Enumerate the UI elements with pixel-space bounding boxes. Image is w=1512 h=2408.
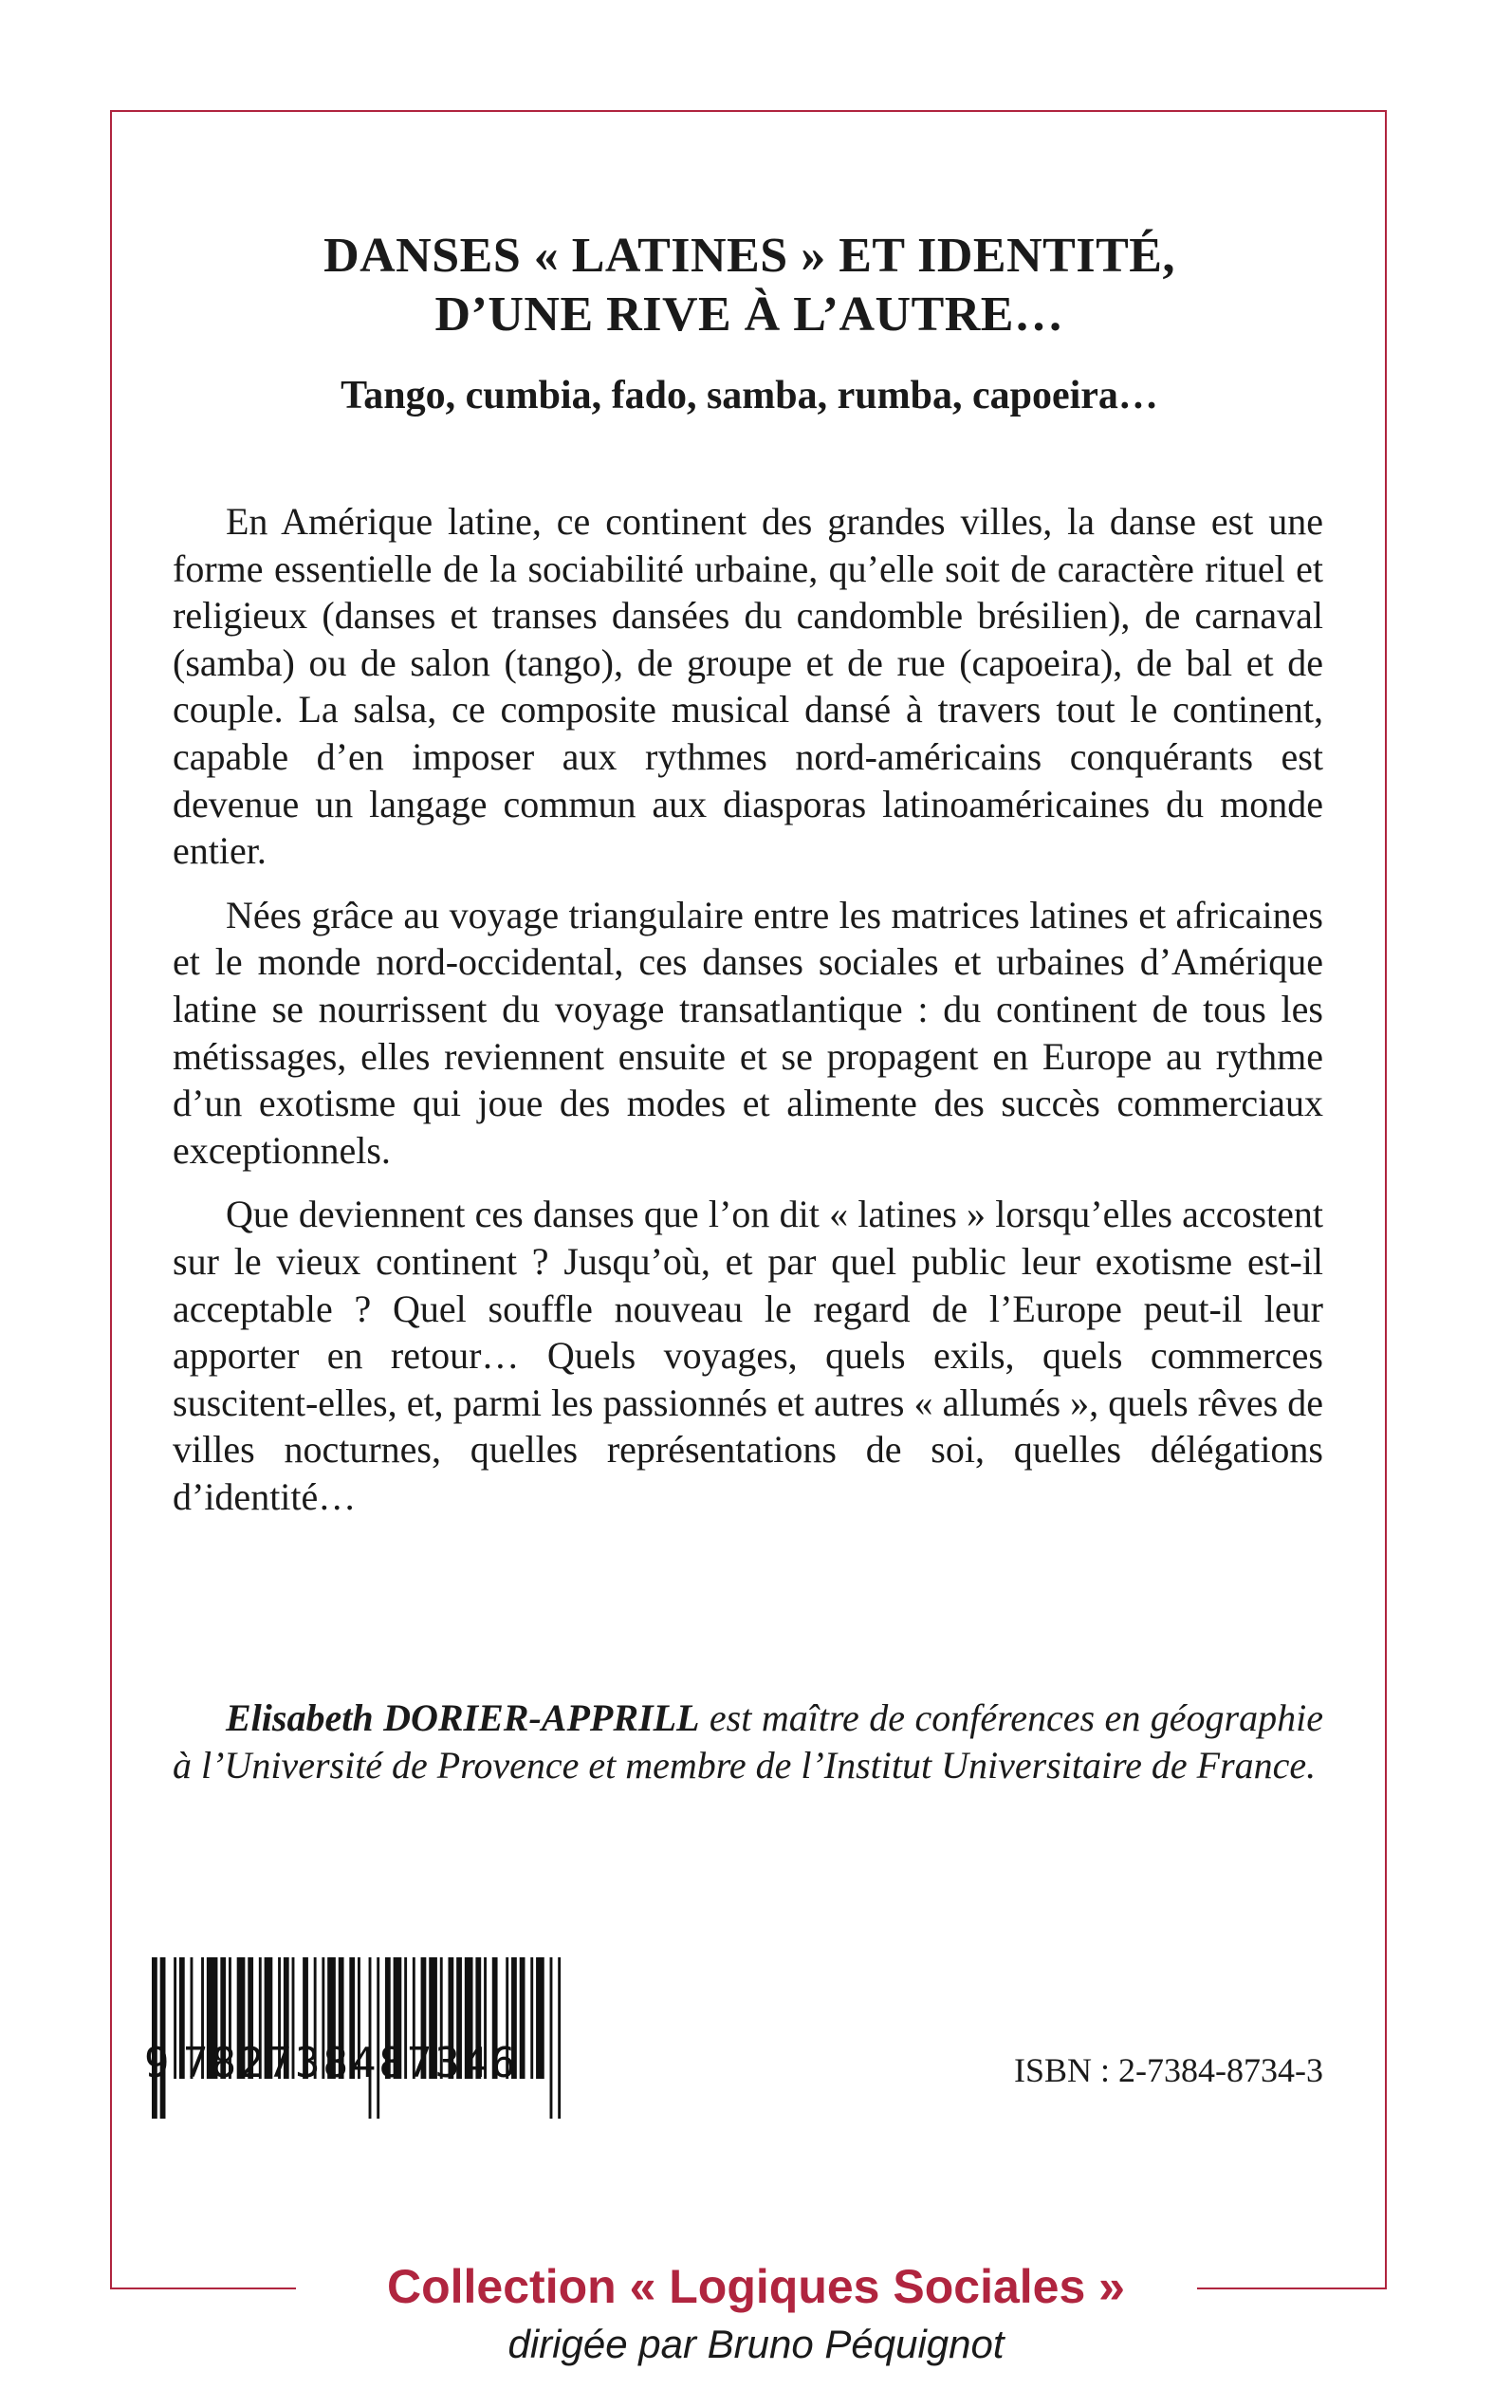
barcode-bar bbox=[536, 1957, 544, 2079]
barcode-first-digit: 9 bbox=[144, 2039, 170, 2087]
barcode-bar bbox=[369, 1957, 372, 2119]
collection-director: dirigée par Bruno Péquignot bbox=[507, 2322, 1005, 2366]
barcode-bar bbox=[530, 1957, 533, 2079]
barcode-bar bbox=[550, 1957, 553, 2119]
blurb-paragraph: Nées grâce au voyage triangulaire entre les matrices latines et africaines et le monde nord-occidental, ces danses sociales et urbaines d’Amérique latine se nourrissent du voyage transatlantique : du continent de tous les métissages, elles reviennent ensuite et se propagent en Europe au rythme d’un exotisme qui joue des modes et alimente des succès commerciaux exceptionnels. bbox=[173, 893, 1323, 1172]
barcode-bar bbox=[152, 1957, 157, 2119]
author-name: Elisabeth DORIER-APPRILL bbox=[226, 1696, 700, 1739]
barcode-bar bbox=[377, 1957, 379, 2119]
blurb-paragraph: Que deviennent ces danses que l’on dit « latines » lorsqu’elles accostent sur le vieux continent ? Jusqu’où, et par quel public leur exotisme est-il acceptable ? Quel souffle nouveau le regard de l’Europe peut-il leur apporter en retour… Quels voyages, quels exils, quels commerces suscitent-elles, et, parmi les passionnés et autres « allumés », quels rêves de villes nocturnes, quelles représentations de soi, quelles délégations d’identité… bbox=[173, 1193, 1323, 1518]
collection-title: Collection « Logiques Sociales » bbox=[387, 2260, 1125, 2313]
author-bio bbox=[173, 1695, 1323, 1788]
barcode-digits: 782738487346 bbox=[183, 2039, 519, 2087]
book-subtitle: Tango, cumbia, fado, samba, rumba, capoeira… bbox=[341, 374, 1158, 417]
barcode-bar bbox=[558, 1957, 561, 2119]
isbn-number: ISBN : 2-7384-8734-3 bbox=[1014, 2051, 1323, 2089]
barcode-bar bbox=[174, 1957, 176, 2079]
author-bio-text: est maître de conférences en géographie à l’Université de Provence et membre de l’Institut Universitaire de France. bbox=[173, 1696, 1323, 1787]
barcode-bar bbox=[520, 1957, 526, 2079]
frame-left-border bbox=[110, 110, 112, 2289]
frame-right-border bbox=[1385, 110, 1387, 2289]
barcode-graphic bbox=[152, 1957, 563, 2119]
blurb-paragraph: En Amérique latine, ce continent des grandes villes, la danse est une forme essentielle de la sociabilité urbaine, qu’elle soit de caractère rituel et religieux (danses et transes dansées du candomble brésilien), de carnaval (samba) ou de salon (tango), de groupe et de rue (capoeira), de bal et de couple. La salsa, ce composite musical dansé à travers tout le continent, capable d’en imposer aux rythmes nord-américains conquérants est devenue un langage commun aux diasporas latinoaméricaines du monde entier. bbox=[173, 500, 1323, 873]
book-title-line-1: DANSES « LATINES » ET IDENTITÉ, bbox=[323, 229, 1175, 283]
blurb-body bbox=[173, 498, 1323, 1537]
book-title-line-2: D’UNE RIVE À L’AUTRE… bbox=[434, 287, 1064, 342]
barcode-bar bbox=[160, 1957, 166, 2119]
frame-top-border bbox=[110, 110, 1387, 112]
